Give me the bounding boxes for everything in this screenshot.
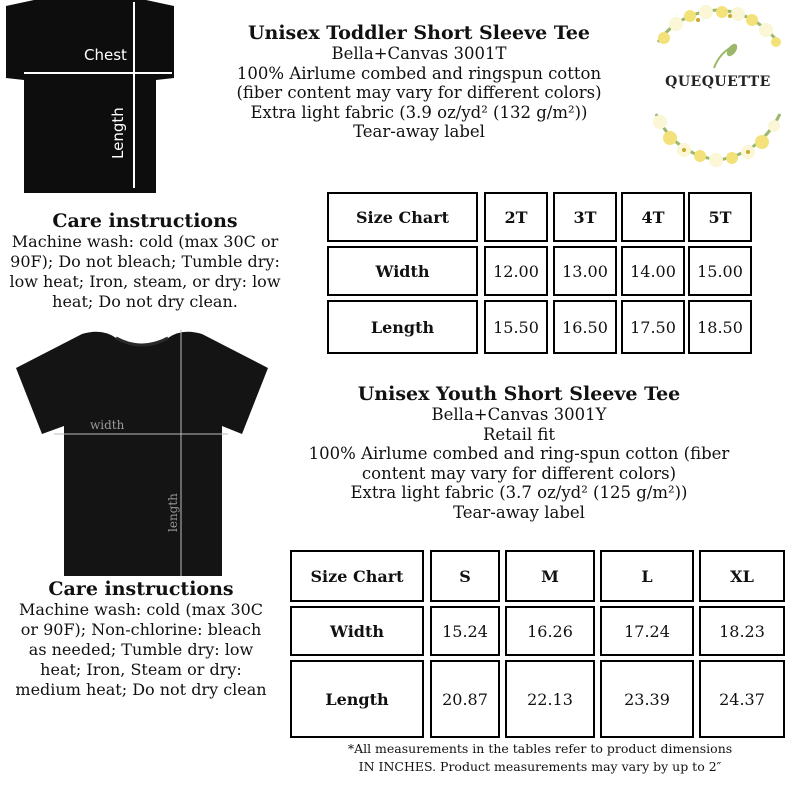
table-cell: 16.50 — [553, 300, 617, 354]
table-header-cell: M — [505, 550, 595, 602]
toddler-line: 100% Airlume combed and ringspun cotton — [236, 63, 602, 83]
table-cell: 18.50 — [688, 300, 752, 354]
table-row-label: Width — [327, 246, 478, 296]
table-header-cell: 4T — [621, 192, 685, 242]
toddler-line: Tear-away label — [353, 122, 485, 141]
toddler-shirt-image — [6, 0, 174, 193]
table-cell: 15.50 — [484, 300, 548, 354]
toddler-care-line: 90F); Do not bleach; Tumble dry: — [10, 252, 280, 271]
toddler-care-title: Care instructions — [52, 210, 238, 232]
youth-shirt-image — [12, 328, 272, 578]
table-cell: 22.13 — [505, 660, 595, 738]
youth-line: content may vary for different colors) — [361, 463, 677, 483]
table-header-cell: L — [600, 550, 694, 602]
table-cell: 14.00 — [621, 246, 685, 296]
toddler-line: Bella+Canvas 3001T — [331, 44, 507, 63]
table-header-cell: Size Chart — [290, 550, 424, 602]
youth-care-line: as needed; Tumble dry: low — [28, 640, 254, 659]
toddler-line: Extra light fabric (3.9 oz/yd² (132 g/m²)) — [250, 102, 588, 122]
table-cell: 15.24 — [430, 606, 500, 656]
youth-care-title: Care instructions — [48, 578, 234, 600]
youth-care — [0, 578, 282, 700]
table-header-cell: 5T — [688, 192, 752, 242]
flower-wreath-bottom — [653, 114, 780, 167]
toddler-care-line: low heat; Iron, steam, or dry: low — [9, 272, 281, 291]
table-header-cell: S — [430, 550, 500, 602]
table-header-cell: 2T — [484, 192, 548, 242]
youth-care-line: Machine wash: cold (max 30C — [18, 600, 264, 619]
youth-width-label: width — [90, 418, 125, 432]
youth-line: 100% Airlume combed and ring-spun cotton (fiber — [308, 444, 730, 463]
toddler-info — [213, 22, 625, 142]
toddler-care — [0, 210, 290, 312]
youth-line: Extra light fabric (3.7 oz/yd² (125 g/m²)) — [350, 483, 688, 502]
table-cell: 15.00 — [688, 246, 752, 296]
toddler-line: (fiber content may vary for different colors) — [236, 83, 602, 102]
flower-wreath-top — [658, 5, 781, 47]
table-header-cell: 3T — [553, 192, 617, 242]
table-cell: 17.24 — [600, 606, 694, 656]
footnote-line: IN INCHES. Product measurements may vary by up to 2″ — [358, 759, 722, 774]
toddler-care-line: heat; Do not dry clean. — [52, 292, 238, 311]
table-cell: 16.26 — [505, 606, 595, 656]
youth-title: Unisex Youth Short Sleeve Tee — [357, 383, 681, 405]
measurement-footnote — [300, 740, 780, 776]
toddler-title: Unisex Toddler Short Sleeve Tee — [247, 22, 591, 44]
youth-line: Bella+Canvas 3001Y — [431, 405, 607, 424]
youth-line: Tear-away label — [453, 502, 585, 522]
toddler-care-line: Machine wash: cold (max 30C or — [11, 232, 279, 251]
toddler-length-label: Length — [109, 107, 127, 159]
table-header-cell: XL — [699, 550, 785, 602]
table-cell: 17.50 — [621, 300, 685, 354]
table-row-label: Width — [290, 606, 424, 656]
table-cell: 20.87 — [430, 660, 500, 738]
toddler-chest-label: Chest — [84, 46, 127, 64]
table-cell: 13.00 — [553, 246, 617, 296]
youth-info — [286, 383, 752, 522]
table-cell: 23.39 — [600, 660, 694, 738]
table-row-label: Length — [290, 660, 424, 738]
table-cell: 24.37 — [699, 660, 785, 738]
table-cell: 12.00 — [484, 246, 548, 296]
youth-care-line: or 90F); Non-chlorine: bleach — [20, 620, 262, 639]
footnote-line: *All measurements in the tables refer to product dimensions — [347, 741, 733, 756]
youth-care-line: medium heat; Do not dry clean — [15, 680, 267, 699]
table-cell: 18.23 — [699, 606, 785, 656]
youth-care-line: heat; Iron, Steam or dry: — [40, 660, 242, 679]
table-row-label: Length — [327, 300, 478, 354]
table-header-cell: Size Chart — [327, 192, 478, 242]
youth-line: Retail fit — [482, 424, 556, 444]
youth-length-label: length — [166, 493, 180, 532]
logo-text: QUEQUETTE — [665, 74, 771, 90]
